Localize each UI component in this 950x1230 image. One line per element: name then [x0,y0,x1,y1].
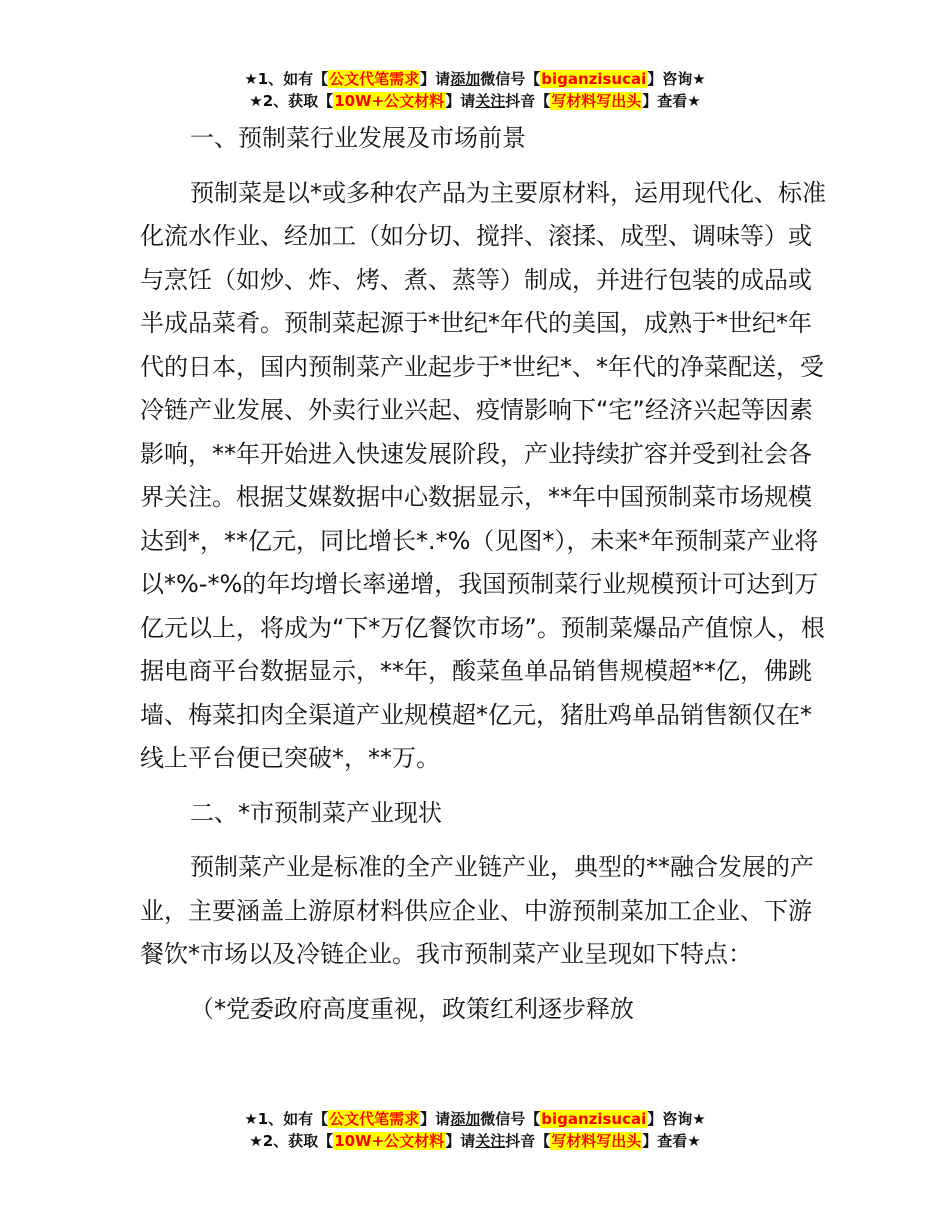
banner-text: 微信号【 [480,1110,541,1128]
banner-text: 】咨询★ [647,1110,706,1128]
banner-text: 】查看★ [642,92,701,110]
banner-text: 】请 [420,70,451,88]
banner-highlight: 10W+公文材料 [334,92,445,110]
banner-text: 】请 [445,1132,476,1150]
banner-text: 】咨询★ [647,70,706,88]
paragraph-2: 预制菜产业是标准的全产业链产业，典型的**融合发展的产业，主要涵盖上游原材料供应企业、中游预制菜加工企业、下游餐饮*市场以及冷链企业。我市预制菜产业呈现如下特点： [140,853,814,968]
banner-text: ★2、获取【 [249,92,334,110]
banner-underlined: 关注 [475,92,506,110]
banner-text: 】请 [445,92,476,110]
banner-text: 抖音【 [505,92,551,110]
banner-highlight: biganzisucai [541,70,647,88]
banner-text: ★2、获取【 [249,1132,334,1150]
banner-line-2 [0,1130,950,1152]
banner-text: 微信号【 [480,70,541,88]
banner-underlined: 关注 [475,1132,506,1150]
section-heading-1: 一、预制菜行业发展及市场前景 [190,124,526,152]
banner-highlight: 公文代笔需求 [329,70,420,88]
document-body [140,117,830,1031]
banner-highlight: biganzisucai [541,1110,647,1128]
banner-text: ★1、如有【 [244,70,329,88]
footer-banner [0,1108,950,1152]
banner-text: 】查看★ [642,1132,701,1150]
header-banner [0,68,950,112]
banner-highlight: 10W+公文材料 [334,1132,445,1150]
banner-underlined: 添加 [450,70,481,88]
banner-text: 抖音【 [505,1132,551,1150]
banner-underlined: 添加 [450,1110,481,1128]
banner-text: ★1、如有【 [244,1110,329,1128]
paragraph-1: 预制菜是以*或多种农产品为主要原材料，运用现代化、标准化流水作业、经加工（如分切、搅拌、滚揉、成型、调味等）或与烹饪（如炒、炸、烤、煮、蒸等）制成，并进行包装的成品或半成品菜肴。预制菜起源于*世纪*年代的美国，成熟于*世纪*年代的日本，国内预制菜产业起步于*世纪*、*年代的净菜配送，受冷链产业发展、外卖行业兴起、疫情影响下“宅”经济兴起等因素影响，**年开始进入快速发展阶段，产业持续扩容并受到社会各界关注。根据艾媒数据中心数据显示，**年中国预制菜市场规模达到*，**亿元，同比增长*.*%（见图*），未来*年预制菜产业将以*%-*%的年均增长率递增，我国预制菜行业规模预计可达到万亿元以上，将成为“下*万亿餐饮市场”。预制菜爆品产值惊人，根据电商平台数据显示，**年，酸菜鱼单品销售规模超**亿，佛跳墙、梅菜扣肉全渠道产业规模超*亿元，猪肚鸡单品销售额仅在*线上平台便已突破*，**万。 [140,178,826,772]
banner-text: 】请 [420,1110,451,1128]
banner-line-1 [0,68,950,90]
banner-highlight: 写材料写出头 [551,1132,642,1150]
banner-line-1 [0,1108,950,1130]
subsection-item-1: （*党委政府高度重视，政策红利逐步释放 [190,994,634,1023]
banner-line-2 [0,90,950,112]
banner-highlight: 写材料写出头 [551,92,642,110]
section-heading-2: 二、*市预制菜产业现状 [190,798,442,827]
banner-highlight: 公文代笔需求 [329,1110,420,1128]
